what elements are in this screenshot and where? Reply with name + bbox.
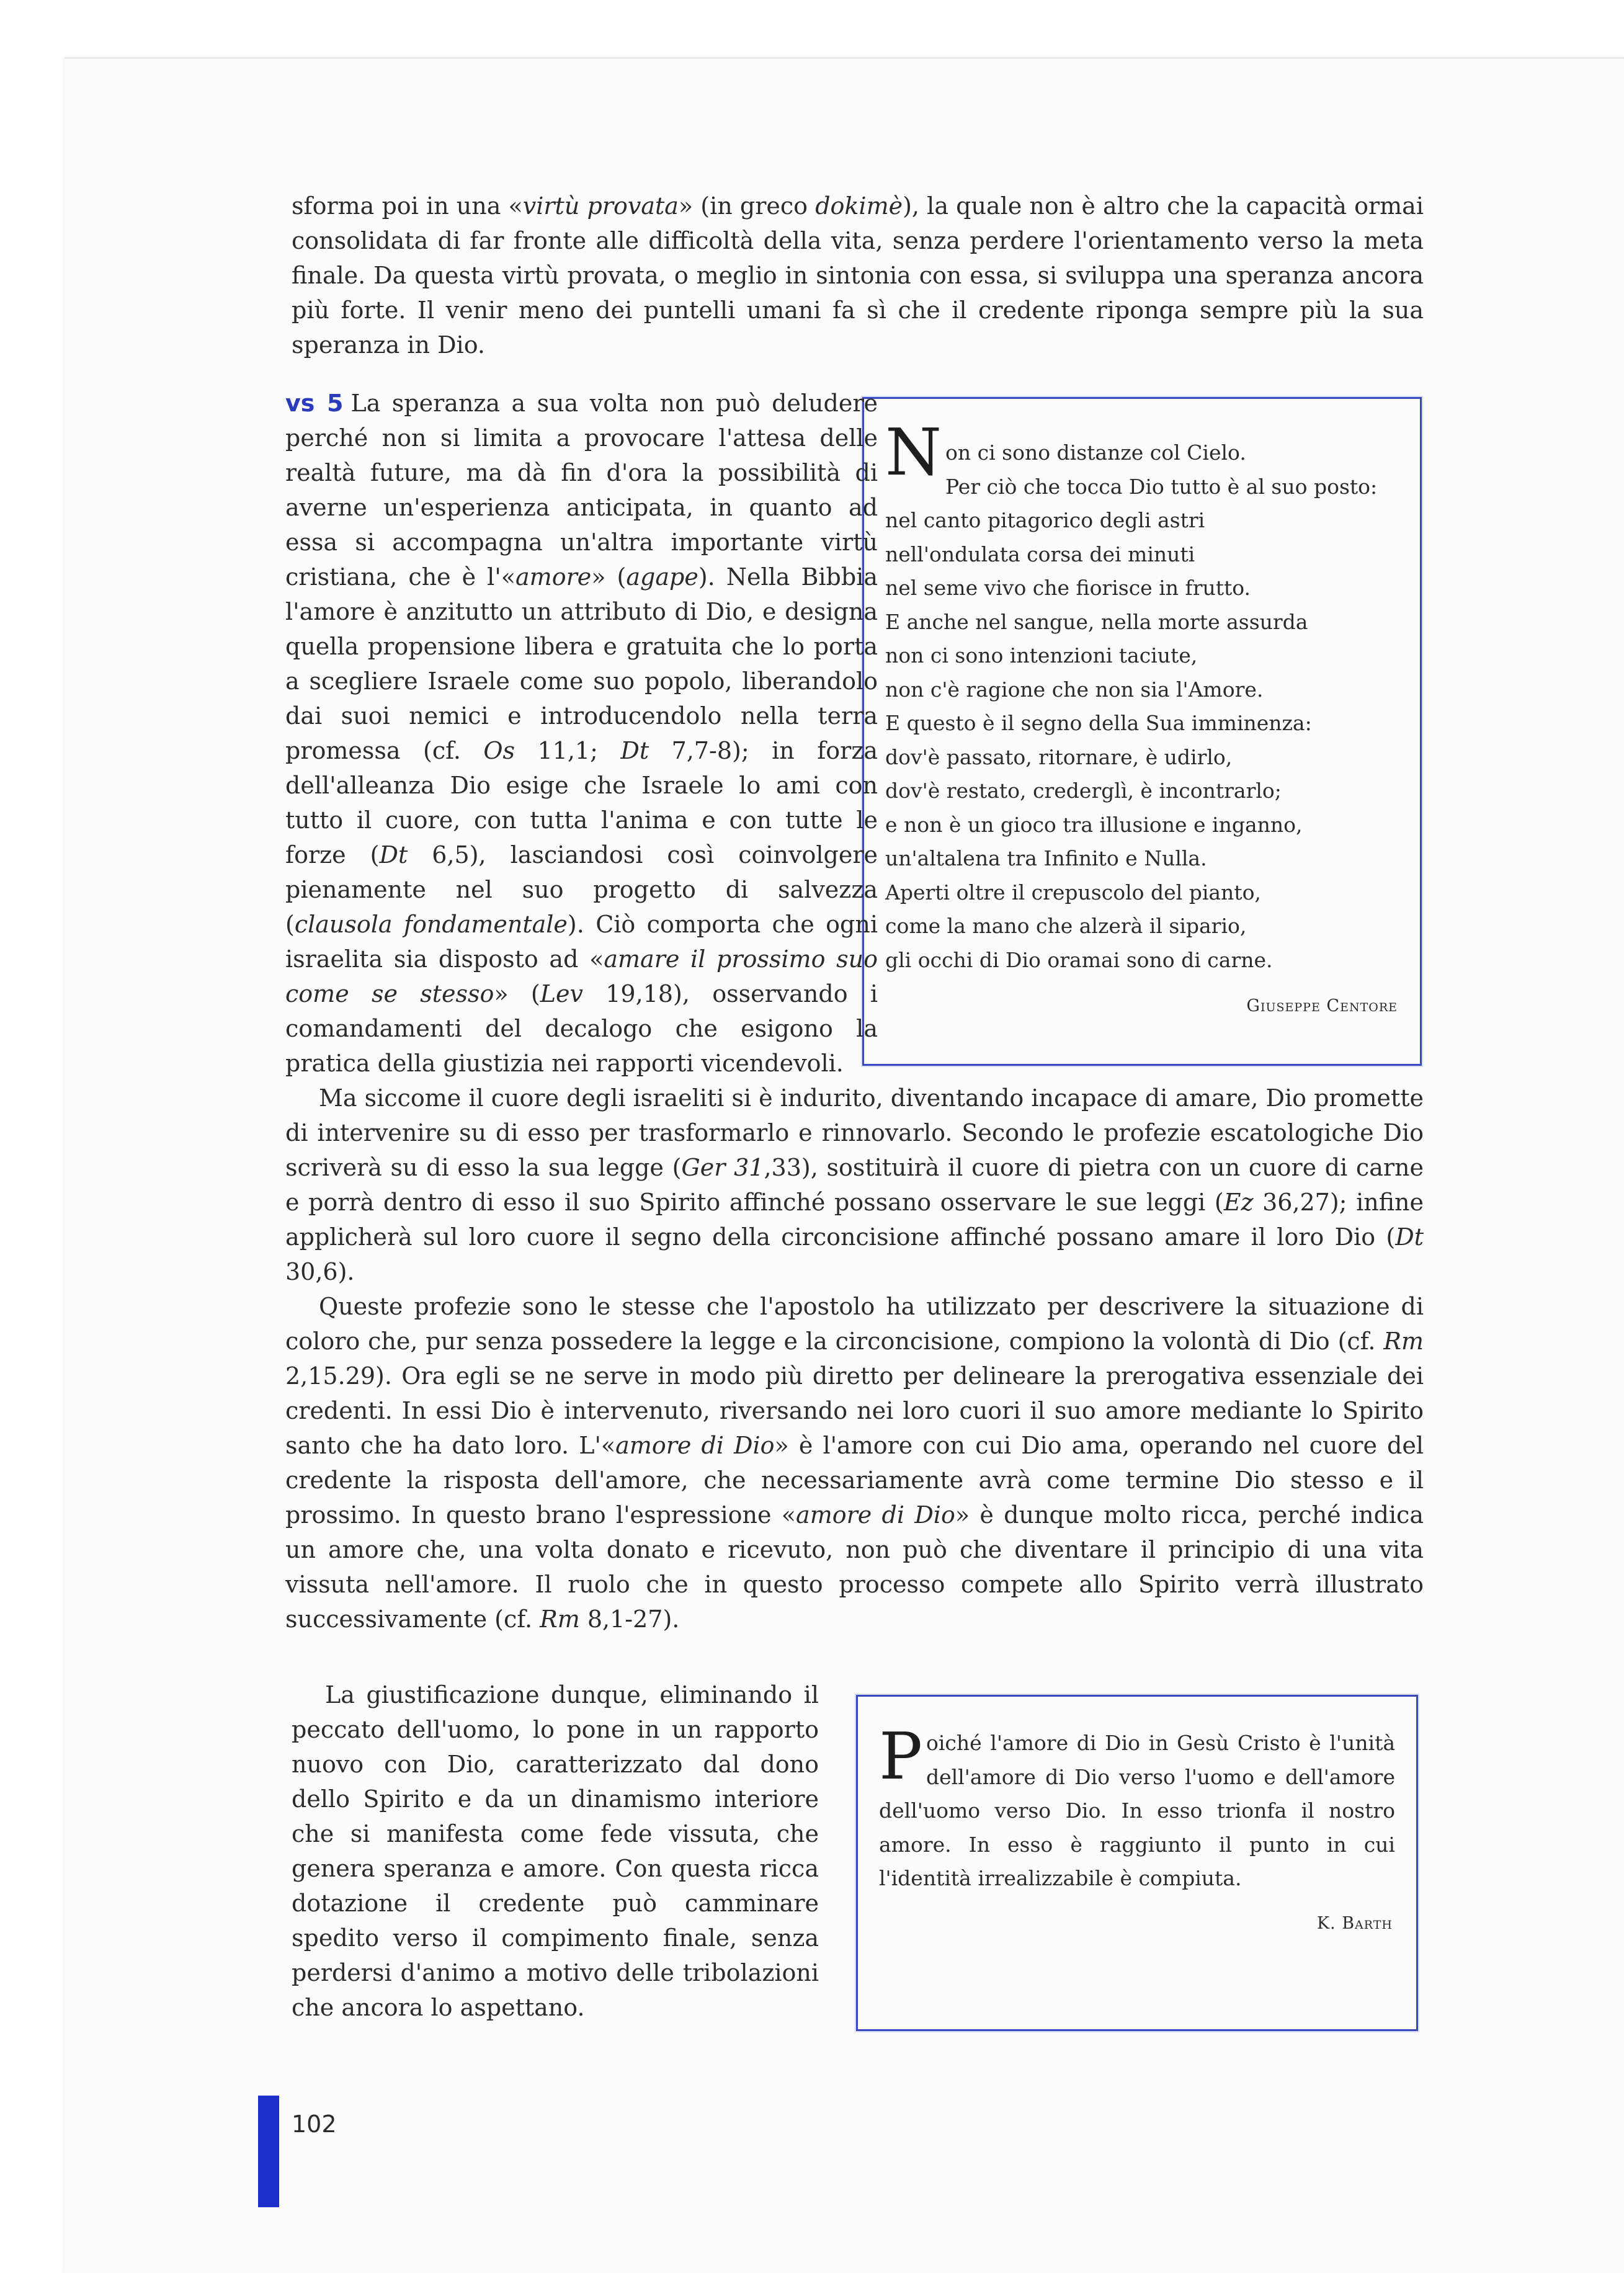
poem-line: dov'è passato, ritornare, è udirlo,	[885, 744, 1233, 769]
poem-line: e non è un gioco tra illusione e inganno,	[885, 812, 1303, 837]
poem-line: come la mano che alzerà il sipario,	[885, 914, 1247, 938]
poem-line: nel seme vivo che fiorisce in frutto.	[885, 576, 1251, 600]
verse-label: vs 5	[285, 390, 344, 417]
quote	[879, 1718, 1395, 1940]
page-top-edge	[65, 57, 1624, 59]
paragraph-2: Ma siccome il cuore degli israeliti si è indurito, diventando incapace di amare, Dio promette di intervenire su di esso per trasformarlo e rinnovarlo. Secondo le profezie escatologiche Dio scriverà su di esso la sua legge (Ger 31,33), sostituirà il cuore di pietra con un cuore di carne e porrà dentro di esso il suo Spirito affinché possano osservare le sue leggi (Ez 36,27); infine applicherà sul loro cuore il segno della circoncisione affinché possano amare il loro Dio (Dt 30,6).	[285, 1084, 1424, 1285]
quote-dropcap: P	[879, 1718, 922, 1794]
poem-line: gli occhi di Dio oramai sono di carne.	[885, 947, 1273, 972]
poem-line: E questo è il segno della Sua imminenza:	[885, 711, 1312, 735]
poem-line: nel canto pitagorico degli astri	[885, 508, 1205, 532]
page-number: 102	[292, 2110, 337, 2138]
intro-paragraph: sforma poi in una «virtù provata» (in greco dokimè), la quale non è altro che la capacità ormai consolidata di far fronte alle difficoltà della vita, senza perdere l'orientamento verso la meta finale. Da questa virtù provata, o meglio in sintonia con essa, si sviluppa una speranza ancora più forte. Il venir meno dei puntelli umani fa sì che il credente riponga sempre più la sua speranza in Dio.	[292, 192, 1424, 359]
poem-line: Per ciò che tocca Dio tutto è al suo posto:	[945, 474, 1378, 499]
poem-dropcap: N	[885, 422, 942, 490]
page-number-bar	[258, 2096, 279, 2207]
quote-box	[856, 1695, 1418, 2031]
poem-line: dov'è restato, crederglì, è incontrarlo;	[885, 779, 1282, 803]
poem-line: non ci sono intenzioni taciute,	[885, 643, 1198, 668]
poem-float-spacer	[878, 386, 1424, 1079]
poem-line: on ci sono distanze col Cielo.	[945, 440, 1246, 465]
paragraph-4: La giustificazione dunque, eliminando il peccato dell'uomo, lo pone in un rapporto nuovo con Dio, caratterizzato dal dono dello Spirito e da un dinamismo interiore che si manifesta come fede vissuta, che genera speranza e amore. Con questa ricca dotazione il credente può camminare spedito verso il compimento finale, senza perdersi d'animo a motivo delle tribolazioni che ancora lo aspettano.	[292, 1681, 819, 2021]
quote-author: K. Barth	[1316, 1913, 1393, 1933]
vs5-paragraph: vs 5 La speranza a sua volta non può deludere perché non si limita a provocare l'attesa delle realtà future, ma dà fin d'ora la possibilità di averne un'esperienza anticipata, in quanto ad essa si accompagna un'altra importante virtù cristiana, che è l'«amore» (agape). Nella Bibbia l'amore è anzitutto un attributo di Dio, e designa quella propensione libera e gratuita che lo porta a scegliere Israele come suo popolo, liberandolo dai suoi nemici e introducendolo nella terra promessa (cf. Os 11,1; Dt 7,7-8); in forza dell'alleanza Dio esige che Israele lo ami con tutto il cuore, con tutta l'anima e con tutte le forze (Dt 6,5), lasciandosi così coinvolgere pienamente nel suo progetto di salvezza (clausola fondamentale). Ciò comporta che ogni israelita sia disposto ad «amare il prossimo suo come se stesso» (Lev 19,18), osservando i comandamenti del decalogo che esigono la pratica della giustizia nei rapporti vicendevoli. Ma siccome il cuore degli israeliti si è indurito, diventando incapace di amare, Dio promette di intervenire su di esso per trasformarlo e rinnovarlo. Secondo le profezie escatologiche Dio scriverà su di esso la sua legge (Ger 31,33), sostituirà il cuore di pietra con un cuore di carne e porrà dentro di esso il suo Spirito affinché possano osservare le sue leggi (Ez 36,27); infine applicherà sul loro cuore il segno della circoncisione affinché possano amare il loro Dio (Dt 30,6). Queste profezie sono le stesse che l'apostolo ha utilizzato per descrivere la situazione di coloro che, pur senza possedere la legge e la circoncisione, compiono la volontà di Dio (cf. Rm 2,15.29). Ora egli se ne serve in modo più diretto per delineare la prerogativa essenziale dei credenti. In essi Dio è intervenuto, riversando nei loro cuori il suo amore mediante lo Spirito santo che ha dato loro. L'«amore di Dio» è l'amore con cui Dio ama, operando nel cuore del credente la risposta dell'amore, che necessariamente avrà come termine Dio stesso e il prossimo. In questo brano l'espressione «amore di Dio» è dunque molto ricca, perché indica un amore che, una volta donato e ricevuto, non può che diventare il principio di una vita vissuta nell'amore. Il ruolo che in questo processo compete allo Spirito verrà illustrato successivamente (cf. Rm 8,1-27).	[285, 386, 1424, 1637]
poem-line: Aperti oltre il crepuscolo del pianto,	[885, 880, 1261, 904]
poem-line: non c'è ragione che non sia l'Amore.	[885, 677, 1264, 702]
poem-line: nell'ondulata corsa dei minuti	[885, 542, 1195, 566]
poem-author: Giuseppe Centore	[1246, 996, 1398, 1016]
paragraph-3: Queste profezie sono le stesse che l'apostolo ha utilizzato per descrivere la situazione di coloro che, pur senza possedere la legge e la circoncisione, compiono la volontà di Dio (cf. Rm 2,15.29). Ora egli se ne serve in modo più diretto per delineare la prerogativa essenziale dei credenti. In essi Dio è intervenuto, riversando nei loro cuori il suo amore mediante lo Spirito santo che ha dato loro. L'«amore di Dio» è l'amore con cui Dio ama, operando nel cuore del credente la risposta dell'amore, che necessariamente avrà come termine Dio stesso e il prossimo. In questo brano l'espressione «amore di Dio» è dunque molto ricca, perché indica un amore che, una volta donato e ricevuto, non può che diventare il principio di una vita vissuta nell'amore. Il ruolo che in questo processo compete allo Spirito verrà illustrato successivamente (cf. Rm 8,1-27).	[285, 1293, 1424, 1633]
poem-line: un'altalena tra Infinito e Nulla.	[885, 846, 1207, 870]
poem-line: E anche nel sangue, nella morte assurda	[885, 609, 1308, 634]
quote-text: oiché l'amore di Dio in Gesù Cristo è l'unità dell'amore di Dio verso l'uomo e dell'amore dell'uomo verso Dio. In esso trionfa il nostro amore. In esso è raggiunto il punto in cui l'identità irrealizzabile è compiuta.	[879, 1731, 1395, 1890]
